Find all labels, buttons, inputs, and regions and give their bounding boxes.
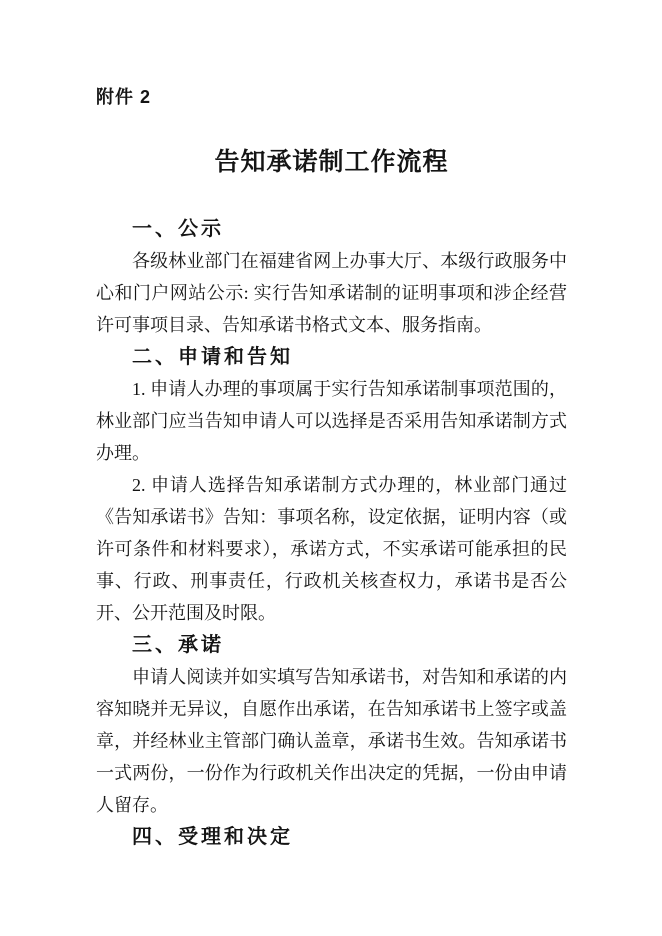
paragraph: 各级林业部门在福建省网上办事大厅、本级行政服务中心和门户网站公示: 实行告知承诺制的证明事项和涉企经营许可事项目录、告知承诺书格式文本、服务指南。: [96, 251, 567, 335]
annex-label: 附件 2: [96, 87, 152, 107]
section-heading-2: 二、申请和告知: [132, 346, 293, 368]
section-heading-1: 一、公示: [132, 218, 224, 240]
paragraph: 申请人阅读并如实填写告知承诺书，对告知和承诺的内容知晓并无异议，自愿作出承诺，在告知承诺书上签字或盖章，并经林业主管部门确认盖章，承诺书生效。告知承诺书一式两份，一份作为行政机关作出决定的凭据，一份由申请人留存。: [96, 667, 567, 815]
page-title: 告知承诺制工作流程: [214, 149, 449, 176]
section-heading-4: 四、受理和决定: [132, 826, 293, 848]
paragraph: 1. 申请人办理的事项属于实行告知承诺制事项范围的，林业部门应当告知申请人可以选择是否采用告知承诺制方式办理。: [96, 379, 567, 463]
section-heading-3: 三、承诺: [132, 634, 224, 656]
paragraph: 2. 申请人选择告知承诺制方式办理的，林业部门通过《告知承诺书》告知：事项名称，设定依据，证明内容（或许可条件和材料要求），承诺方式，不实承诺可能承担的民事、行政、刑事责任，行政机关核查权力，承诺书是否公开、公开范围及时限。: [96, 475, 567, 623]
document-body: [96, 213, 567, 853]
